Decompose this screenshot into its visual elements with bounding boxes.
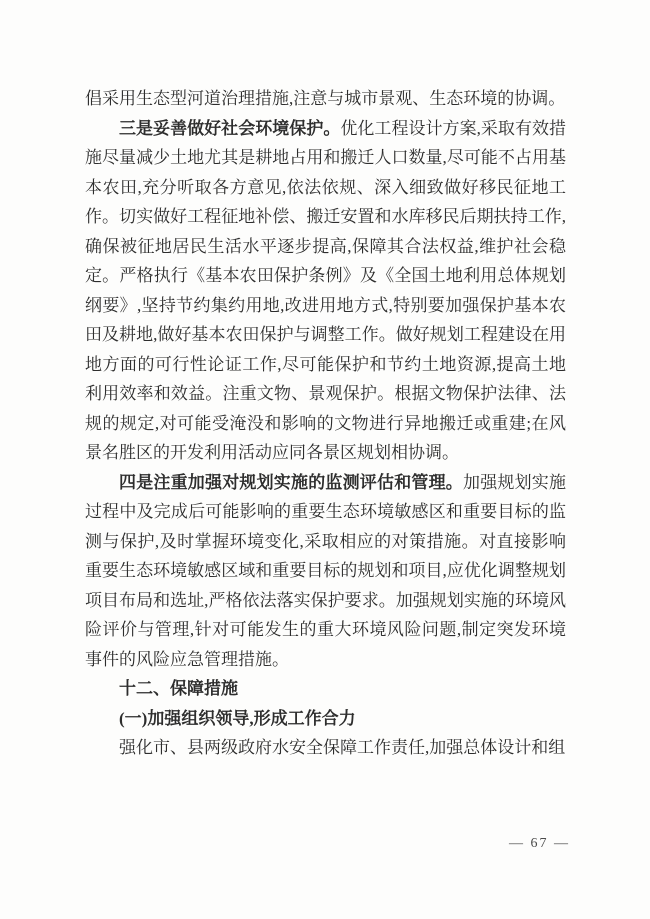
paragraph-continuation — [85, 84, 566, 114]
paragraph-lead: 四是注重加强对规划实施的监测评估和管理。 — [119, 472, 463, 492]
document-content — [85, 84, 566, 763]
paragraph-social-environment — [85, 114, 566, 468]
paragraph-monitoring-management — [85, 468, 566, 675]
paragraph-last: 强化市、县两级政府水安全保障工作责任,加强总体设计和组 — [119, 738, 566, 757]
section-heading: 十二、保障措施 — [119, 679, 238, 698]
page-number: — 67 — — [509, 836, 570, 851]
subsection-heading: (一)加强组织领导,形成工作合力 — [119, 708, 356, 728]
paragraph-text: 加强规划实施过程中及完成后可能影响的重要生态环境敏感区和重要目标的监测与保护,及时掌握环境变化,采取相应的对策措施。对直接影响重要生态环境敏感区域和重要目标的规划和项目,应优化调整规划项目布局和选址,严格依法落实保护要求。加强规划实施的环境风险评价与管理,针对可能发生的重大环境风险问题,制定突发环境事件的风险应急管理措施。 — [85, 472, 566, 669]
paragraph-text: 倡采用生态型河道治理措施,注意与城市景观、生态环境的协调。 — [85, 89, 566, 108]
paragraph-text: 优化工程设计方案,采取有效措施尽量减少土地尤其是耕地占用和搬迁人口数量,尽可能不占用基本农田,充分听取各方意见,依法依规、深入细致做好移民征地工作。切实做好工程征地补偿、搬迁安置和水库移民后期扶持工作,确保被征地居民生活水平逐步提高,保障其合法权益,维护社会稳定。严格执行《基本农田保护条例》及《全国土地利用总体规划纲要》,坚持节约集约用地,改进用地方式,特别要加强保护基本农田及耕地,做好基本农田保护与调整工作。做好规划工程建设在用地方面的可行性论证工作,尽可能保护和节约土地资源,提高土地利用效率和效益。注重文物、景观保护。根据文物保护法律、法规的规定,对可能受淹没和影响的文物进行异地搬迁或重建;在风景名胜区的开发利用活动应同各景区规划相协调。 — [85, 118, 566, 462]
paragraph-lead: 三是妥善做好社会环境保护。 — [119, 118, 341, 138]
